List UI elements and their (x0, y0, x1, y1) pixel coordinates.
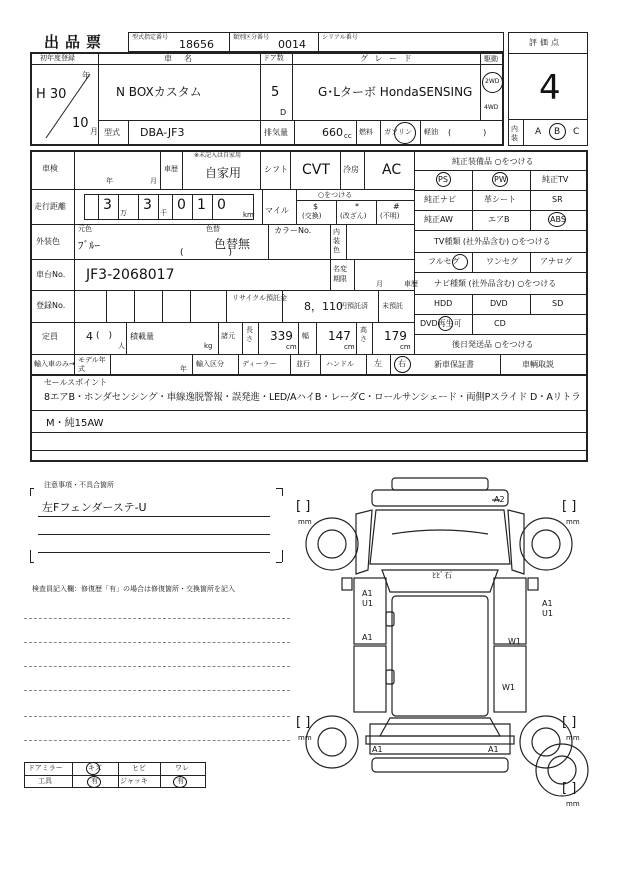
bottom-crack: ヒビ (132, 764, 146, 772)
history-label: 車歴 (164, 165, 178, 173)
equip-abs-circle (548, 212, 566, 227)
height-label: 高さ (360, 326, 367, 343)
drive-label: 駆動 (484, 55, 498, 63)
color-label: 外装色 (36, 237, 60, 246)
equip-airbag: エアB (488, 215, 510, 224)
mark-a1-bumper-right: A1 (488, 745, 499, 754)
tv-analog: アナログ (540, 257, 572, 266)
steering-right-circle (394, 356, 411, 373)
tread-spare-mm: mm (566, 800, 580, 808)
recycle-unpaid: 未預託 (382, 302, 403, 310)
mile-title: ○をつける (318, 191, 353, 199)
mile-dollar: $ (313, 202, 319, 211)
transfer-month: 月 (376, 280, 383, 288)
bottom-mirror: ドアミラー (28, 764, 63, 772)
fuel-gasoline: ガソリン (384, 128, 412, 136)
mark-a1-door: A1 (362, 633, 373, 642)
first-reg-year: H 30 (36, 87, 67, 102)
fuel-gasoline-circle (394, 122, 416, 144)
mileage-digit-1: 3 (103, 197, 112, 213)
transfer-label: 名変期限 (333, 265, 347, 283)
height-value: 179 (384, 329, 407, 343)
mileage-digit-3: 0 (177, 197, 186, 213)
mileage-digit-2: 3 (143, 197, 152, 213)
nav-hdd: HDD (434, 299, 453, 308)
displacement-value: 660 (322, 126, 343, 139)
inspection-year-unit: 年 (106, 177, 113, 185)
bottom-tools: 工具 (38, 777, 52, 785)
bottom-scratch-circle (86, 762, 100, 775)
notes-title: 注意事項・不具合箇所 (44, 481, 114, 489)
equip-sr: SR (552, 195, 563, 204)
nav-dvd: DVD (490, 299, 508, 308)
history-value: 自家用 (205, 166, 242, 180)
tv-fullseg: フルセグ (428, 257, 460, 266)
recycle-value: 8，110 (304, 300, 343, 313)
interior-a: A (535, 127, 542, 137)
equip-abs: ABS (550, 215, 566, 224)
interior-label: 内装 (511, 125, 518, 142)
width-cm: cm (344, 343, 355, 351)
chassis-label: 車台No. (36, 270, 66, 279)
recycle-paid: 円預託済 (340, 302, 368, 310)
tread-fl-mm: mm (298, 518, 312, 526)
year-unit: 年 (82, 71, 90, 80)
nav-dvd-play: DVD再生可 (420, 319, 462, 328)
equip-ps-circle (436, 172, 451, 187)
notes-line-1: 左Fフェンダーステ-U (42, 501, 147, 514)
grade-score-value: 4 (539, 68, 561, 108)
len-label: 長さ (246, 326, 253, 343)
class-no-value: 0014 (278, 38, 306, 51)
bottom-jack-yes: 有 (177, 777, 184, 785)
mile-exchange: (交換) (302, 212, 322, 220)
orig-color-value: ﾌﾞﾙｰ (78, 239, 100, 252)
capacity-unit: 人 (118, 342, 125, 350)
steering-right: 右 (398, 359, 406, 368)
later-title: 後日発送品 ○をつける (452, 340, 534, 349)
equip-tv: 純正TV (542, 175, 569, 184)
interior-b-circle (549, 123, 566, 140)
mileage-sen: 千 (160, 209, 167, 217)
bottom-jack: ジャッキ (120, 777, 148, 785)
nav-dvd-play-circle (438, 316, 453, 331)
mark-chip: ﾋﾋﾞ石 (432, 571, 452, 580)
page-title: 出品票 (44, 33, 108, 51)
height-cm: cm (400, 343, 411, 351)
interior-b: B (554, 127, 561, 137)
type-no-value: 18656 (179, 38, 214, 51)
mileage-man: 万 (120, 209, 127, 217)
length-cm: cm (286, 343, 297, 351)
bottom-tools-yes: 有 (91, 777, 98, 785)
sales-line-1: 8エアB・ホンダセンシング・車線逸脱警報・誤発進・LED/AハイB・レーダC・ロールサンシェード・両側Pスライド D・Aリトラ (44, 392, 581, 403)
tread-spare-bracket: [ ] (562, 781, 577, 796)
transfer-day: 車歴 (404, 280, 418, 288)
tread-fr-bracket: [ ] (562, 499, 577, 514)
bottom-scratch: キズ (88, 764, 102, 772)
interior-c: C (573, 127, 580, 137)
capacity-value: 4 (86, 330, 93, 343)
steering-left: 左 (374, 359, 382, 368)
first-reg-month: 10 (72, 116, 89, 131)
mark-u1-right: U1 (542, 609, 553, 618)
equip-pw-circle (492, 172, 508, 187)
color-change-value: 色替無 (214, 237, 251, 251)
class-no-cell (229, 32, 319, 52)
tread-fr-mm: mm (566, 518, 580, 526)
inspection-label: 車検 (42, 164, 58, 173)
nav-cd: CD (494, 319, 506, 328)
mark-w1-rear: W1 (502, 683, 515, 692)
mark-a2: A2 (494, 495, 505, 504)
inspector-note: 検査員記入欄：修復歴「有」の場合は修復箇所・交換箇所を記入 (32, 585, 235, 593)
nav-sd: SD (552, 299, 564, 308)
width-value: 147 (328, 329, 351, 343)
model-label: 型式 (104, 128, 120, 137)
sales-line-2: M・純15AW (46, 418, 104, 429)
color-change-label: 色替 (206, 225, 220, 233)
equip-title: 純正装備品 ○をつける (452, 157, 534, 166)
bottom-break: ワレ (175, 764, 189, 772)
drive-2wd: 2WD (485, 78, 500, 85)
fuel-diesel: 軽油 (424, 128, 438, 136)
later-manual: 車輌取説 (522, 360, 554, 369)
doors-value: 5 (271, 85, 280, 100)
mark-u1-left: U1 (362, 599, 373, 608)
import-only-label: 輸入車のみ→ (34, 360, 75, 368)
doors-label: ドア数 (263, 54, 284, 62)
mileage-label: 走行距離 (34, 202, 66, 211)
tread-rr-bracket: [ ] (562, 715, 577, 730)
capacity-paren: ( ) (96, 331, 113, 341)
serial-label: シリアル番号 (322, 34, 358, 41)
month-unit: 月 (90, 127, 98, 136)
equip-pw: PW (494, 175, 507, 184)
fuel-label: 燃料 (359, 128, 373, 136)
tread-rr-mm: mm (566, 734, 580, 742)
mile-hash: # (393, 202, 400, 211)
color-paren: ( ) (180, 248, 233, 258)
displacement-label: 排気量 (264, 128, 288, 137)
class-no-label: 類別区分番号 (233, 34, 270, 41)
import-type-label: 輸入区分 (196, 360, 224, 368)
tread-rl-mm: mm (298, 734, 312, 742)
bottom-jack-circle (173, 776, 187, 788)
import-parallel: 並行 (296, 360, 310, 368)
orig-color-label: 元色 (78, 225, 92, 233)
fuel-paren: ( ) (448, 128, 487, 137)
mark-a1-bumper-left: A1 (372, 745, 383, 754)
length-value: 339 (270, 329, 293, 343)
later-warranty: 新車保証書 (434, 360, 474, 369)
history-note: ※未記入は自家用 (194, 152, 242, 159)
tv-fullseg-circle (452, 254, 468, 270)
load-kg: kg (204, 342, 213, 350)
cc-unit: cc (344, 132, 352, 140)
grade-score-label: 評価点 (529, 38, 562, 47)
nav-title: ナビ種類 (社外品含む) ○をつける (434, 279, 557, 288)
tv-title: TV種類 (社外品含む) ○をつける (434, 237, 551, 246)
ac-value: AC (382, 162, 402, 178)
mile-star: * (355, 202, 359, 211)
door-type: D (280, 108, 287, 117)
dims-label: 諸元 (221, 332, 235, 340)
mark-w1-front: W1 (508, 637, 521, 646)
bottom-tools-circle (87, 776, 101, 788)
color-no-label: カラーNo. (274, 226, 312, 235)
equip-aw: 純正AW (424, 215, 453, 224)
load-label: 積載量 (130, 332, 154, 341)
mark-a1-right: A1 (542, 599, 553, 608)
type-no-cell (128, 32, 230, 52)
inspection-month-unit: 月 (150, 177, 157, 185)
car-name-label: 車 名 (164, 54, 194, 63)
width-label: 幅 (302, 332, 309, 340)
model-year-unit: 年 (180, 365, 187, 373)
equip-navi: 純正ナビ (424, 195, 456, 204)
tread-rl-bracket: [ ] (296, 715, 311, 730)
drive-4wd: 4WD (484, 104, 499, 111)
mileage-digit-4: 1 (197, 197, 206, 213)
chassis-value: JF3-2068017 (86, 267, 175, 283)
type-no-label: 型式指定番号 (132, 34, 169, 41)
km-unit: km (243, 211, 254, 219)
tv-oneseg: ワンセグ (486, 257, 518, 266)
mark-a1-left: A1 (362, 589, 373, 598)
mile-tampered: (改ざん) (340, 212, 367, 220)
grade-label: グ レ ー ド (360, 54, 414, 63)
first-reg-label: 初年度登録 (40, 54, 75, 62)
equip-leather: 革シート (484, 195, 516, 204)
grade-score-box (508, 32, 588, 146)
steering-label: ハンドル (326, 360, 354, 368)
capacity-label: 定員 (42, 332, 58, 341)
tread-fl-bracket: [ ] (296, 499, 311, 514)
sales-label: セールスポイント (44, 378, 108, 387)
model-year-label: モデル年式 (78, 356, 106, 373)
import-dealer: ディーラー (242, 360, 277, 368)
model-value: DBA-JF3 (140, 126, 185, 139)
mile-unknown: (不明) (380, 212, 400, 220)
equip-ps: PS (438, 175, 448, 184)
car-name-value: N BOXカスタム (116, 85, 202, 99)
ac-label: 冷房 (343, 165, 359, 174)
grade-value: G･Lターボ HondaSENSING (318, 85, 473, 99)
mileage-digit-5: 0 (217, 197, 226, 213)
interior-color-label: 内装色 (333, 228, 340, 254)
reg-label: 登録No. (36, 301, 66, 310)
mile-label: マイル (265, 206, 289, 215)
serial-cell (318, 32, 504, 52)
shift-value: CVT (302, 162, 330, 178)
shift-label: シフト (264, 165, 288, 174)
recycle-label-1: リサイクル預託金 (232, 294, 288, 302)
